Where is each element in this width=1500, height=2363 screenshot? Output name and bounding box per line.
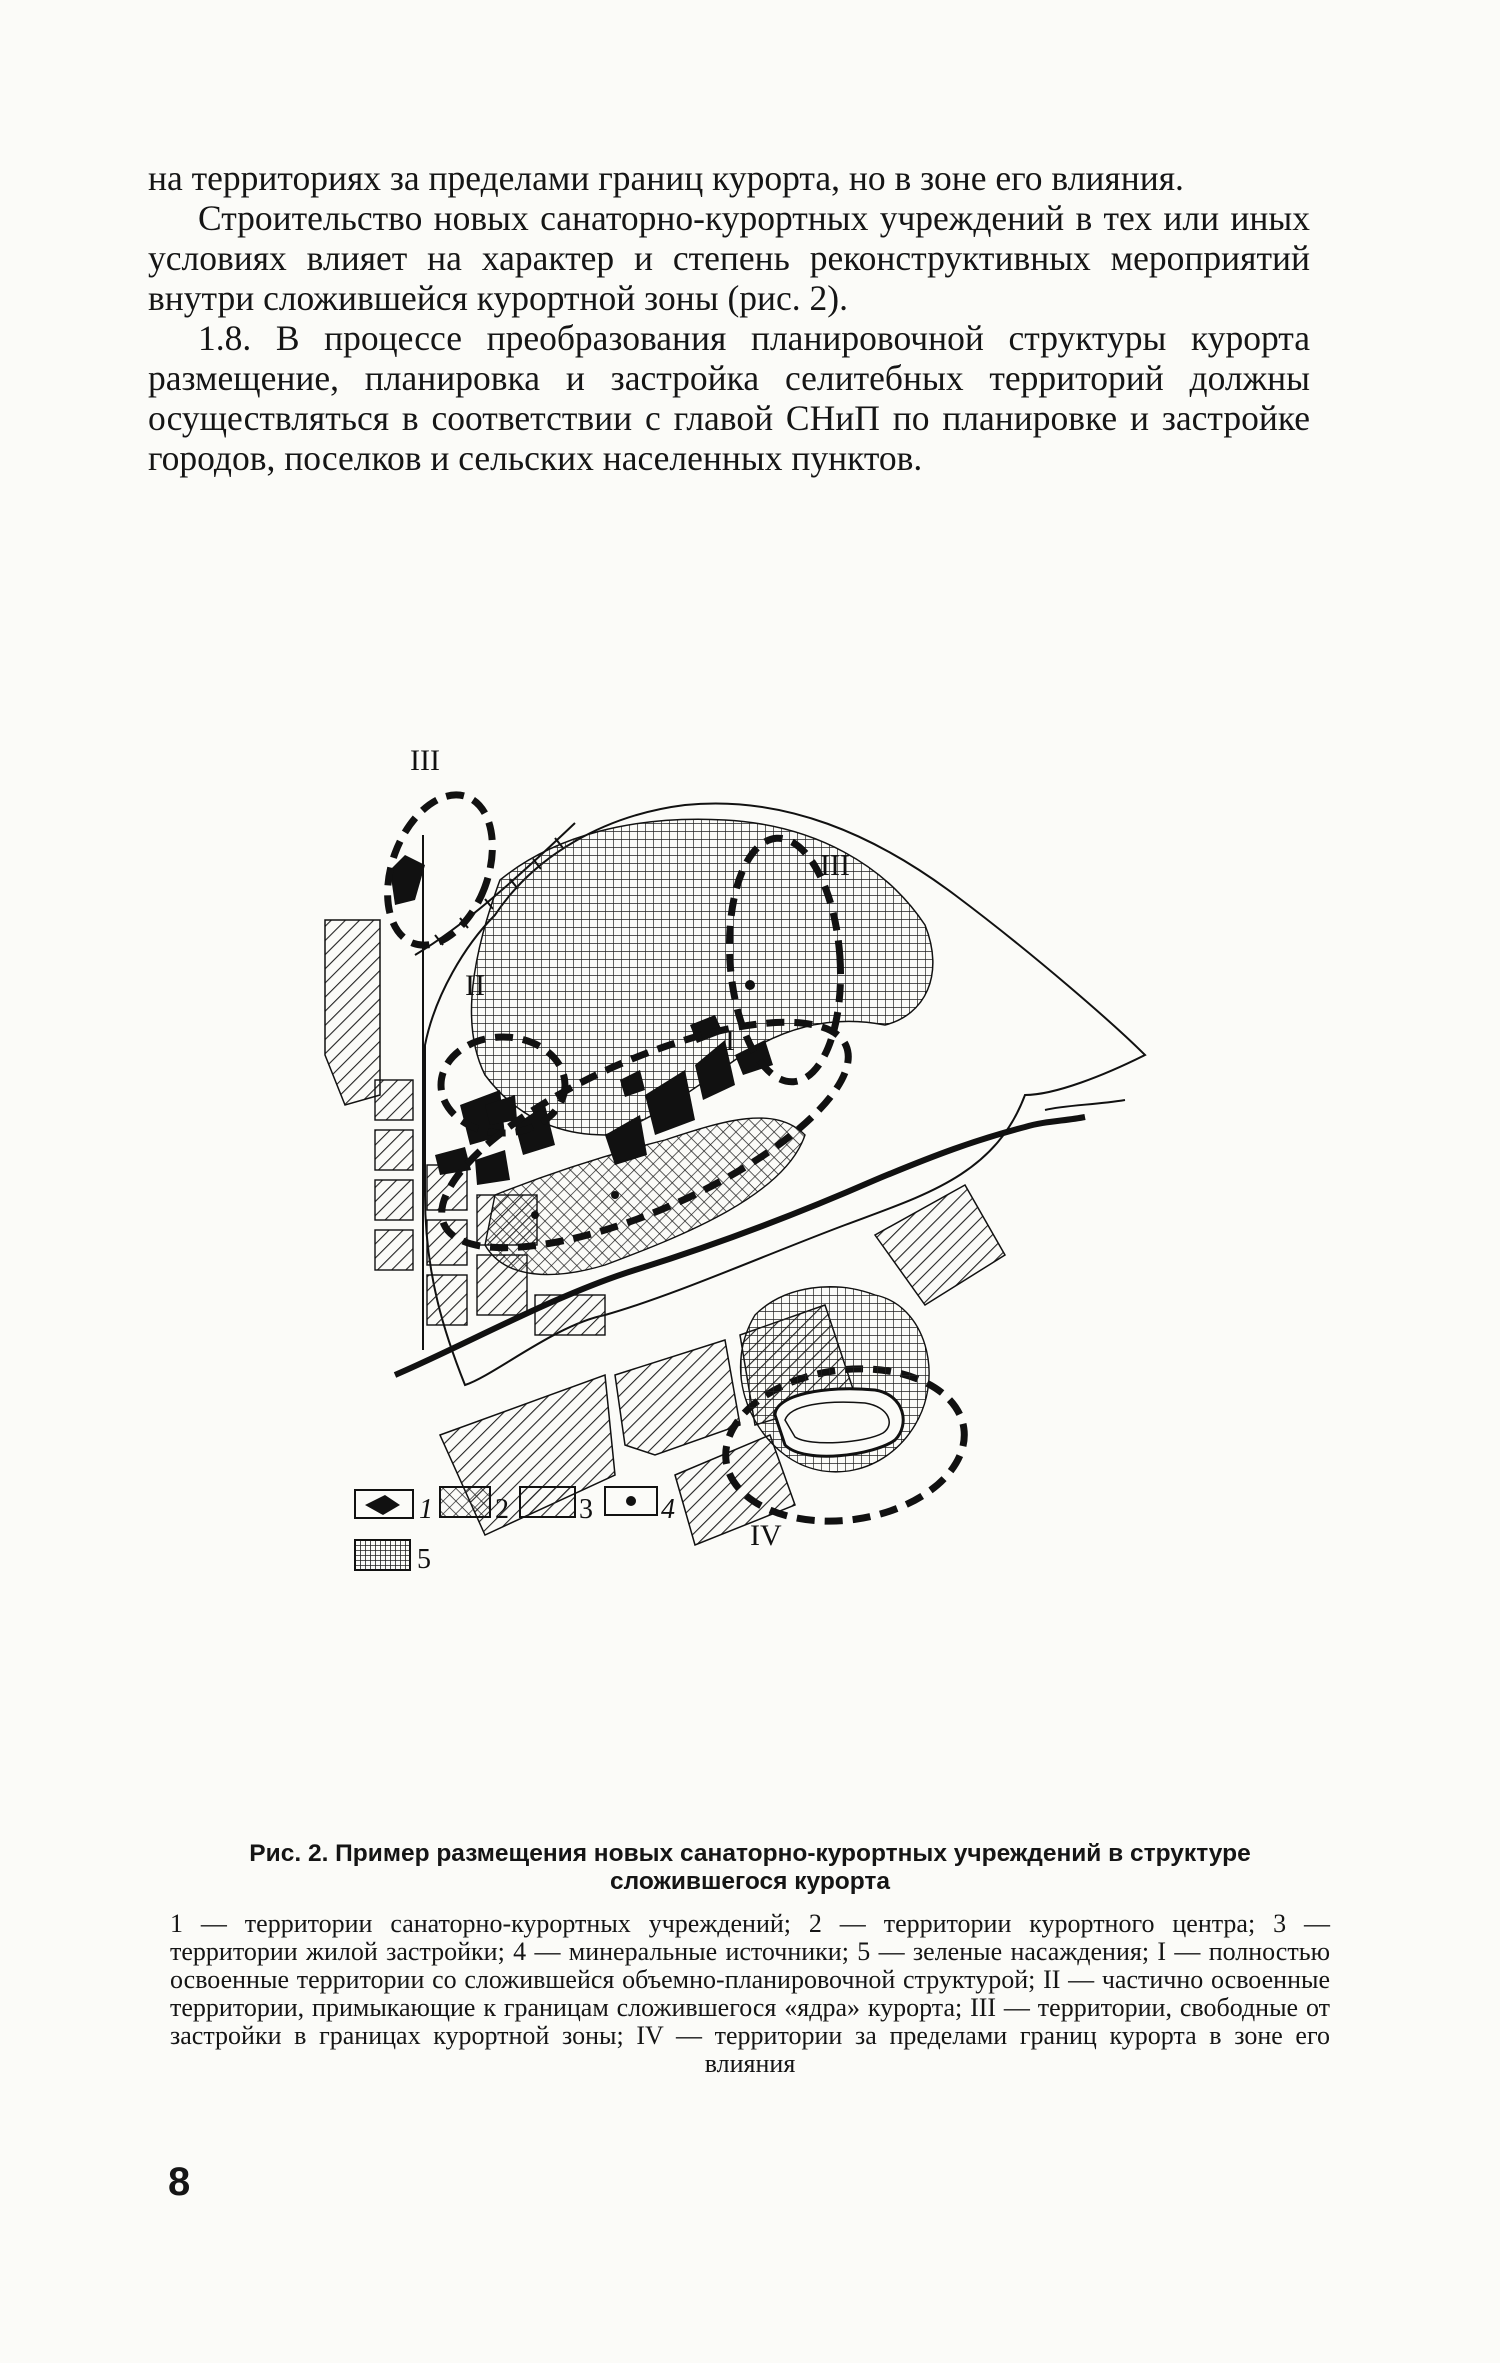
zone-label-ii: II — [465, 969, 485, 1002]
resort-plan-map — [295, 715, 1195, 1805]
legend-key-1: 1 — [419, 1494, 433, 1525]
paragraph-2: Строительство новых санаторно-курортных учреждений в тех или иных условиях влияет на характер и степень реконструктивных мероприятий внутри сложившейся курортной зоны (рис. 2). — [148, 198, 1310, 318]
page-number: 8 — [168, 2160, 191, 2204]
legend-key-5: 5 — [417, 1544, 431, 1575]
resort-plan-figure — [295, 715, 1195, 1805]
zone-label-i: I — [725, 1024, 735, 1057]
legend-key-4: 4 — [661, 1494, 675, 1525]
zone-label-iii-north: III — [410, 744, 440, 777]
zone-label-iv: IV — [750, 1519, 782, 1552]
figure-caption-title: Рис. 2. Пример размещения новых санаторно-курортных учреждений в структуре сложившегося курорта — [249, 1840, 1251, 1895]
zone-label-iii-east: III — [820, 849, 850, 882]
paragraph-3: 1.8. В процессе преобразования планировочной структуры курорта размещение, планировка и застройка селитебных территорий должны осуществляться в соответствии с главой СНиП по планировке и застройке городов, поселков и сельских населенных пунктов. — [148, 318, 1310, 478]
legend-key-2: 2 — [495, 1494, 509, 1525]
legend-key-3: 3 — [579, 1494, 593, 1525]
paragraph-1: на территориях за пределами границ курорта, но в зоне его влияния. — [148, 158, 1184, 198]
figure-caption-legend: 1 — территории санаторно-курортных учреждений; 2 — территории курортного центра; 3 — территории жилой застройки; 4 — минеральные источники; 5 — зеленые насаждения; I — полностью освоенные территории со сложившейся объемно-планировочной структурой; II — частично освоенные территории, примыкающие к границам сложившегося «ядра» курорта; III — территории, свободные от застройки в границах курортной зоны; IV — территории за пределами границ курорта в зоне его влияния — [170, 1909, 1330, 2078]
figure-caption — [170, 1840, 1330, 2078]
body-text — [148, 158, 1310, 478]
